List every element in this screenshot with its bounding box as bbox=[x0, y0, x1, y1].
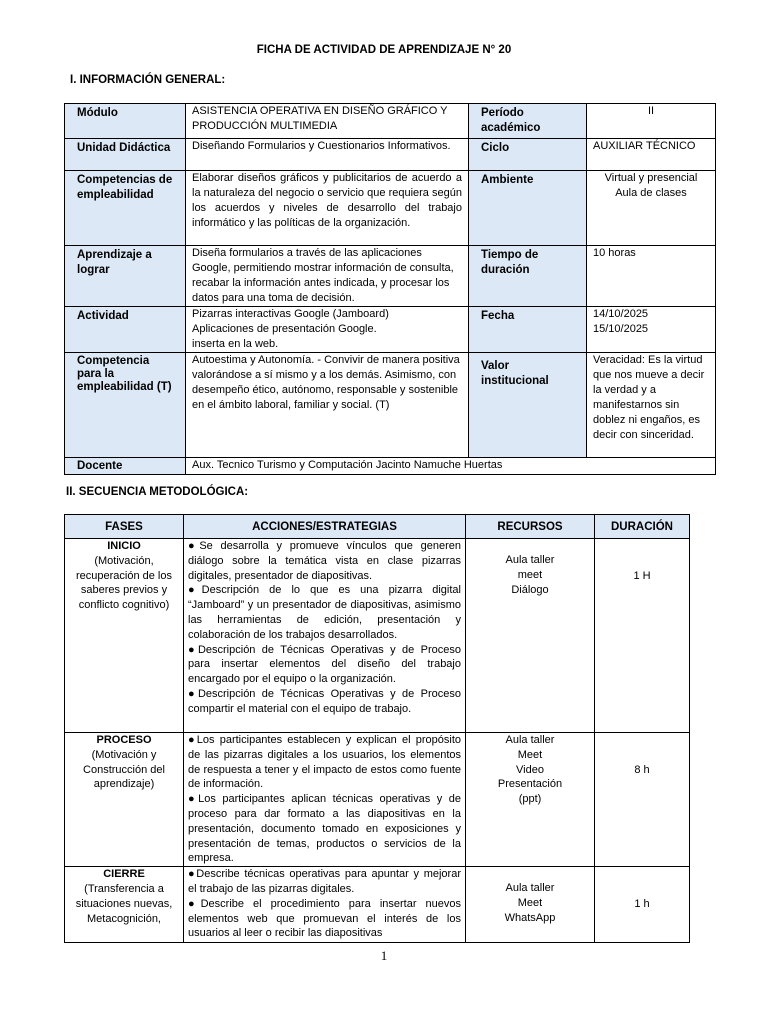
unidad-label: Unidad Didáctica bbox=[65, 139, 186, 171]
actividad-line: inserta en la web. bbox=[192, 338, 279, 350]
fecha-value bbox=[587, 307, 716, 353]
header-acciones: ACCIONES/ESTRATEGIAS bbox=[184, 515, 466, 539]
resources-cell bbox=[466, 867, 595, 943]
competencias-label: Competencias de empleabilidad bbox=[65, 171, 186, 246]
document-title: FICHA DE ACTIVIDAD DE APRENDIZAJE N° 20 bbox=[256, 44, 512, 56]
modulo-value: ASISTENCIA OPERATIVA EN DISEÑO GRÁFICO Y PRODUCCIÓN MULTIMEDIA bbox=[186, 104, 469, 139]
modulo-label: Módulo bbox=[65, 104, 186, 139]
fecha-label: Fecha bbox=[469, 307, 587, 353]
resources-cell bbox=[466, 733, 595, 867]
action-item: ●Los participantes establecen y explican el propósito de las pizarras digitales a los usuarios, los elementos de respuesta a tener y el impacto de estos como fuente de información. bbox=[188, 734, 461, 791]
header-recursos: RECURSOS bbox=[466, 515, 595, 539]
methodology-table bbox=[64, 514, 690, 943]
phase-description: (Motivación y Construcción del aprendizaje) bbox=[83, 748, 165, 791]
actions-cell bbox=[184, 867, 466, 943]
resource-item: Meet bbox=[517, 748, 543, 761]
phase-cell bbox=[65, 867, 184, 943]
section-heading-sequence: II. SECUENCIA METODOLÓGICA: bbox=[66, 486, 249, 498]
resource-item: Diálogo bbox=[511, 583, 549, 596]
action-item: ●Describe el procedimiento para insertar nuevos elementos web que promuevan el interés de los usuarios al leer o recibir las diapositivas bbox=[188, 897, 461, 940]
resource-item: Aula taller bbox=[505, 882, 555, 895]
table-row bbox=[65, 733, 690, 867]
ambiente-line: Aula de clases bbox=[615, 187, 687, 199]
action-item: ●Se desarrolla y promueve vínculos que generen diálogo sobre la temática vista en clase pizarras digitales, presentador de diapositivas. bbox=[188, 540, 461, 582]
phase-cell bbox=[65, 539, 184, 733]
table-row bbox=[65, 458, 716, 475]
fecha-line: 14/10/2025 bbox=[593, 308, 649, 320]
actividad-line: Aplicaciones de presentación Google. bbox=[192, 323, 377, 335]
phase-description: (Transferencia a situaciones nuevas, Metacognición, bbox=[75, 882, 173, 925]
table-row bbox=[65, 104, 716, 139]
resources-cell bbox=[466, 539, 595, 733]
action-item: ●Descripción de Técnicas Operativas y de Proceso para insertar elementos del diseño del trabajo encargado por el equipo o la organización. bbox=[188, 643, 461, 686]
resource-item: (ppt) bbox=[518, 793, 542, 806]
action-item: ●Describe técnicas operativas para apuntar y mejorar el trabajo de las pizarras digitales. bbox=[188, 868, 461, 895]
valor-value: Veracidad: Es la virtud que nos mueve a decir la verdad y a manifestarnos sin doblez ni engaños, es decir con sinceridad. bbox=[587, 353, 716, 458]
resource-item: Video bbox=[516, 763, 544, 776]
docente-label: Docente bbox=[65, 458, 186, 475]
resource-item: Aula taller bbox=[505, 734, 555, 746]
competencias-value: Elaborar diseños gráficos y publicitarios de acuerdo a la naturaleza del negocio o servicio que requiera según los acuerdos y niveles de desarrollo del trabajo informático y las políticas de la organización. bbox=[186, 171, 469, 246]
duration-cell: 8 h bbox=[595, 733, 690, 867]
competencia-t-label: Competencia para la empleabilidad (T) bbox=[65, 353, 186, 458]
phase-name: PROCESO bbox=[96, 734, 152, 746]
duration-cell: 1 h bbox=[595, 867, 690, 943]
ciclo-label: Ciclo bbox=[469, 139, 587, 171]
aprendizaje-value: Diseña formularios a través de las aplicaciones Google, permitiendo mostrar información de consulta, recabar la información antes indicada, y procesar los datos para una toma de decisión. bbox=[186, 246, 469, 307]
table-row bbox=[65, 246, 716, 307]
resource-item: Meet bbox=[517, 896, 543, 909]
tiempo-value: 10 horas bbox=[587, 246, 716, 307]
duration-cell: 1 H bbox=[595, 539, 690, 733]
competencia-t-value: Autoestima y Autonomía. - Convivir de manera positiva valorándose a sí mismo y a los demás. Asimismo, con desempeño ético, autónomo, responsable y sostenible en el ámbito laboral, familiar y social. (T) bbox=[186, 353, 469, 458]
page-number: 1 bbox=[380, 948, 388, 963]
phase-description: (Motivación, recuperación de los saberes previos y conflicto cognitivo) bbox=[75, 554, 172, 612]
actions-cell bbox=[184, 539, 466, 733]
general-info-table bbox=[64, 103, 716, 475]
actividad-value bbox=[186, 307, 469, 353]
actions-cell bbox=[184, 733, 466, 867]
unidad-value: Diseñando Formularios y Cuestionarios Informativos. bbox=[186, 139, 469, 171]
ambiente-line: Virtual y presencial bbox=[604, 172, 698, 184]
table-row bbox=[65, 353, 716, 458]
resource-item: Presentación bbox=[497, 778, 563, 791]
resource-item: WhatsApp bbox=[504, 911, 556, 924]
fecha-line: 15/10/2025 bbox=[593, 323, 649, 335]
phase-name: INICIO bbox=[107, 540, 141, 552]
phase-name: CIERRE bbox=[103, 868, 145, 881]
resource-item: meet bbox=[517, 568, 543, 581]
table-row bbox=[65, 539, 690, 733]
table-header-row bbox=[65, 515, 690, 539]
periodo-value: II bbox=[587, 104, 716, 139]
valor-label: Valor institucional bbox=[469, 353, 587, 458]
section-heading-general-info: I. INFORMACIÓN GENERAL: bbox=[70, 74, 226, 86]
docente-value: Aux. Tecnico Turismo y Computación Jacinto Namuche Huertas bbox=[186, 458, 716, 475]
table-row bbox=[65, 307, 716, 353]
ciclo-value: AUXILIAR TÉCNICO bbox=[587, 139, 716, 171]
ambiente-label: Ambiente bbox=[469, 171, 587, 246]
table-row bbox=[65, 139, 716, 171]
resource-item: Aula taller bbox=[505, 554, 555, 566]
actividad-label: Actividad bbox=[65, 307, 186, 353]
ambiente-value bbox=[587, 171, 716, 246]
aprendizaje-label: Aprendizaje a lograr bbox=[65, 246, 186, 307]
tiempo-label: Tiempo de duración bbox=[469, 246, 587, 307]
actividad-line: Pizarras interactivas Google (Jamboard) bbox=[192, 308, 389, 320]
header-fases: FASES bbox=[65, 515, 184, 539]
action-item: ●Los participantes aplican técnicas operativas y de proceso para dar formato a las diapositivas en la presentación, documento tomado en exposiciones y presentación de temas, productos o servicios de la empresa. bbox=[188, 793, 461, 865]
table-row bbox=[65, 171, 716, 246]
periodo-label: Período académico bbox=[469, 104, 587, 139]
action-item: ●Descripción de Técnicas Operativas y de Proceso compartir el material con el equipo de trabajo. bbox=[188, 687, 461, 715]
phase-cell bbox=[65, 733, 184, 867]
header-duracion: DURACIÓN bbox=[595, 515, 690, 539]
table-row bbox=[65, 867, 690, 943]
action-item: ●Descripción de lo que es una pizarra digital “Jamboard” y un presentador de diapositivas, asimismo las herramientas de edición, presentación y colaboración de los trabajos desarrollados. bbox=[188, 584, 461, 641]
